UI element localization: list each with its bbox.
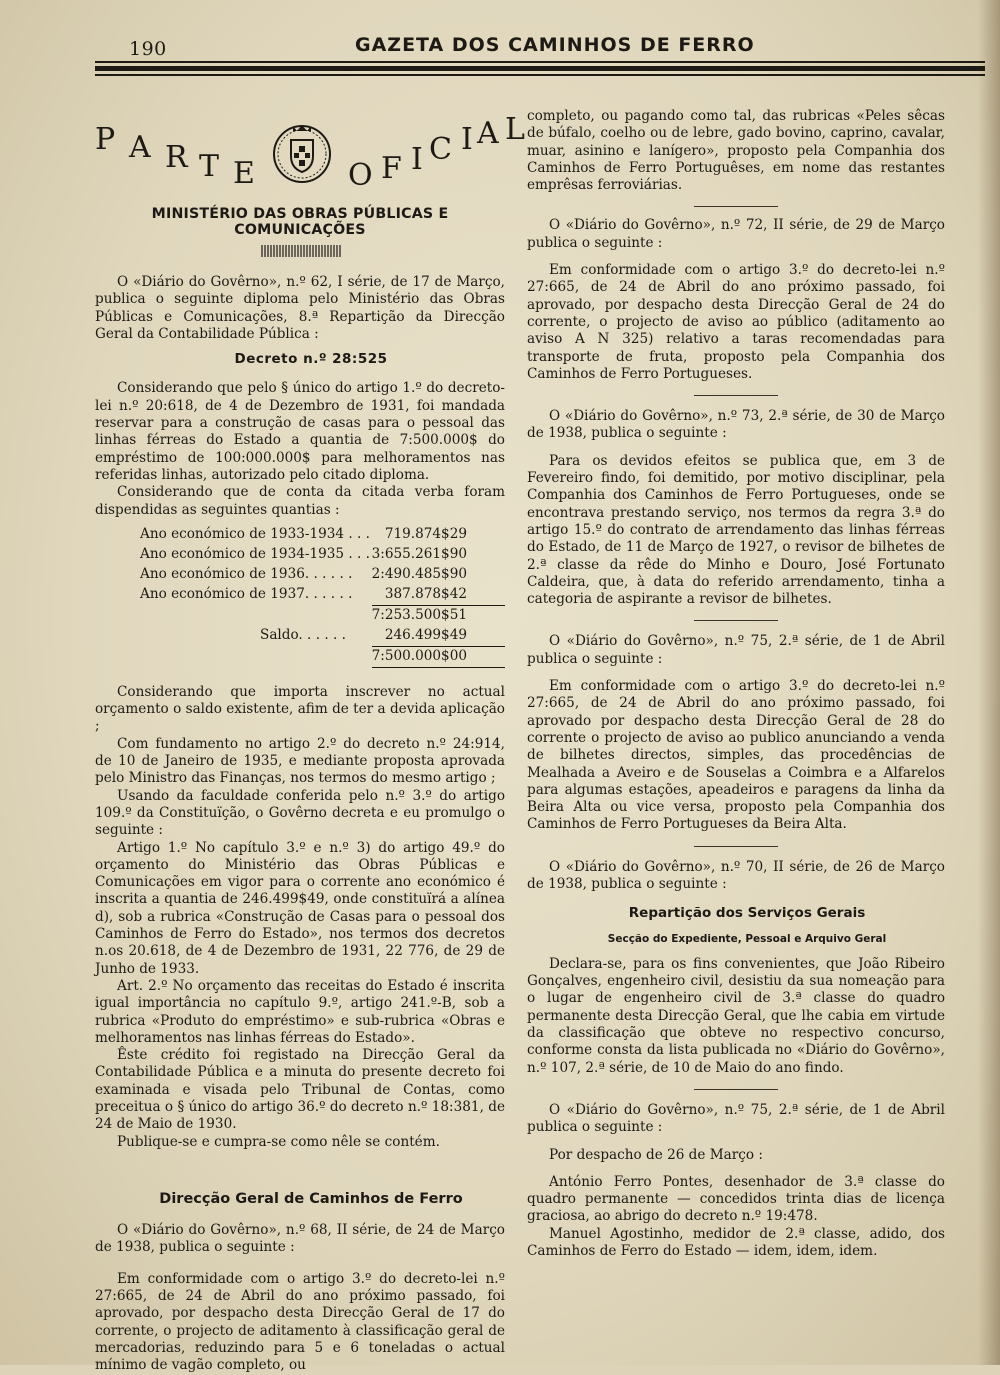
paragraph: Por despacho de 26 de Março : <box>549 1146 763 1163</box>
left-column <box>95 274 505 1375</box>
subsection-title: Secção do Expediente, Pessoal e Arquivo Geral <box>607 932 887 945</box>
right-column <box>527 108 945 1260</box>
subtotal-value: 7:253.500$51 <box>372 605 505 626</box>
paragraph: O «Diário do Govêrno», n.º 72, II série, de 29 de Março publica o seguinte : <box>527 217 945 251</box>
paragraph: Artigo 1.º No capítulo 3.º e n.º 3) do artigo 49.º do orçamento do Ministério das Obras Públicas e Comunicações em vigor para o corrente ano económico é inscrita a quantia de 246.499$49, onde constituïrá a alínea d), sob a rubrica «Construção de Casas para o pessoal dos Caminhos de Ferro do Estado», nos termos dos decretos n.os 20.618, de 4 de Dezembro de 1931, 22 776, de 29 de Junho de 1933. <box>95 839 505 977</box>
paragraph: O «Diário do Govêrno», n.º 75, 2.ª série, de 1 de Abril publica o seguinte : <box>527 633 945 667</box>
saldo-label: Saldo. . . . . . <box>260 627 346 644</box>
paragraph: Art. 2.º No orçamento das receitas do Estado é inscrita igual importância no capítulo 9.º, artigo 241.º-B, sob a rubrica «Produto do empréstimo» e sub-rubrica «Obras e melhoramentos nas linhas férreas do Estado». <box>95 977 505 1046</box>
paragraph: Considerando que importa inscrever no actual orçamento o saldo existente, afim de ter a devida aplicação ; <box>95 683 505 735</box>
paragraph: Considerando que de conta da citada verba foram dispendidas as seguintes quantias : <box>95 484 505 518</box>
page-number: 190 <box>129 38 167 60</box>
paragraph: Para os devidos efeitos se publica que, em 3 de Fevereiro findo, foi demitido, por motivo disciplinar, pela Companhia dos Caminhos de Ferro Portugueses, onde se encontrava prestando serviço, nos termos da regra 3.ª do artigo 15.º do contrato de arrendamento das linhas férreas do Estado, de 11 de Março de 1927, o revisor de bilhetes de 2.ª classe da rêde do Minho e Douro, José Fortunato Caldeira, que, à data do referido arrendamento, tinha a categoria de aspirante a revisor de bilhetes. <box>527 452 945 608</box>
subtotal-row <box>95 605 505 626</box>
ministry-heading: MINISTÉRIO DAS OBRAS PÚBLICAS E COMUNICAÇÕES <box>151 206 449 238</box>
paragraph: Em conformidade com o artigo 3.º do decreto-lei n.º 27:665, de 24 de Abril do ano próximo passado, foi aprovado, por despacho desta Direcção Geral de 24 do corrente, o projecto de aviso ao público (aditamento ao aviso A N 325) relativo a taras recomendadas para transporte de fruta, proposto pela Companhia dos Caminhos de Ferro Portugueses. <box>527 262 945 382</box>
header-rule-thick <box>95 66 985 71</box>
paragraph: completo, ou pagando como tal, das rubricas «Peles sêcas de búfalo, coelho ou de lebre, gado bovino, caprino, cavalar, muar, asinino e lanígero», proposto pela Companhia dos Caminhos de Ferro Portuguêses, em nome das restantes emprêsas ferroviárias. <box>527 108 945 194</box>
paragraph: Em conformidade com o artigo 3.º do decreto-lei n.º 27:665, de 24 de Abril do ano próximo passado, foi aprovado, por despacho desta Direcção Geral de 17 do corrente, o projecto de aditamento à classificação geral de mercadorias, reduzindo para 5 e 6 toneladas o actual mínimo de vagão completo, ou <box>95 1270 505 1374</box>
paragraph: Com fundamento no artigo 2.º do decreto n.º 24:914, de 10 de Janeiro de 1935, e mediante proposta aprovada pelo Ministro das Finanças, nos termos do mesmo artigo ; <box>95 735 505 787</box>
paragraph: Em conformidade com o artigo 3.º do decreto-lei n.º 27:665, de 24 de Abril do ano próximo passado, foi aprovado por despacho desta Direcção Geral de 28 do corrente o projecto de aviso ao publico anunciando a venda de bilhetes directos, simples, das procedências de Mealhada a Aveiro e de Souselas a Coimbra e a Alfarelos para algumas estações, apeadeiros e paragens da linha da Beira Alta ou vice versa, proposto pela Companhia dos Caminhos de Ferro Portugueses da Beira Alta. <box>527 678 945 833</box>
decree-title: Decreto n.º 28:525 <box>234 351 388 368</box>
page-spine-shadow <box>978 0 1000 1365</box>
total-value: 7:500.000$00 <box>372 646 505 667</box>
journal-title: GAZETA DOS CAMINHOS DE FERRO <box>355 34 755 56</box>
table-row: Ano económico de 1937. . . . . . 387.878$42 <box>140 586 467 603</box>
ornament-divider-icon <box>260 243 342 259</box>
paragraph: Declara-se, para os fins convenientes, que João Ribeiro Gonçalves, engenheiro civil, desistiu da sua nomeação para o lugar de engenheiro civil de 3.ª classe do quadro permanente desta Direcção Geral, que lhe cabia em virtude da classificação que obteve no respectivo concurso, conforme consta da lista publicada no «Diário do Govêrno», n.º 107, 2.ª série, de 10 de Maio do ano findo. <box>527 955 945 1076</box>
intro-paragraph: O «Diário do Govêrno», n.º 62, I série, de 17 de Março, publica o seguinte diploma pelo Ministério das Obras Públicas e Comunicações, 8.ª Repartição da Direcção Geral da Contabilidade Pública : <box>95 274 505 342</box>
paragraph: Publique-se e cumpra-se como nêle se contém. <box>117 1133 440 1150</box>
coat-of-arms-icon <box>271 120 333 190</box>
paragraph: O «Diário do Govêrno», n.º 73, 2.ª série, de 30 de Março de 1938, publica o seguinte : <box>527 408 945 442</box>
header-rule-bottom <box>95 74 985 76</box>
saldo-row <box>95 626 505 647</box>
paragraph: António Ferro Pontes, desenhador de 3.ª classe do quadro permanente — concedidos trinta dias de licença graciosa, ao abrigo do decreto n.º 19:478. <box>527 1173 945 1225</box>
total-row <box>95 646 505 667</box>
table-row: Ano económico de 1936. . . . . . 2:490.485$90 <box>140 566 467 583</box>
saldo-value: 246.499$49 <box>384 627 467 644</box>
table-row: Ano económico de 1933-1934 . . . 719.874$29 <box>140 526 467 543</box>
paragraph: Manuel Agostinho, medidor de 2.ª classe, adido, dos Caminhos de Ferro do Estado — idem, idem, idem. <box>527 1225 945 1260</box>
paragraph: O «Diário do Govêrno», n.º 75, 2.ª série, de 1 de Abril publica o seguinte : <box>527 1101 945 1136</box>
paragraph: Usando da faculdade conferida pelo n.º 3.º do artigo 109.º da Constituïção, o Govêrno decreta e eu promulgo o seguinte : <box>95 787 505 839</box>
paragraph: Êste crédito foi registado na Direcção Geral da Contabilidade Pública e a minuta do presente decreto foi examinada e visada pelo Tribunal de Contas, como preceitua o § único do artigo 36.º do decreto n.º 18:381, de 24 de Maio de 1930. <box>95 1047 505 1133</box>
section-title: Direcção Geral de Caminhos de Ferro <box>159 1190 463 1207</box>
paragraph: O «Diário do Govêrno», n.º 68, II série, de 24 de Março de 1938, publica o seguinte : <box>95 1222 505 1256</box>
header-rule-top <box>95 61 985 63</box>
masthead: P A R T E O F I C I A L <box>95 112 525 193</box>
expenditure-table <box>95 525 505 668</box>
paragraph: O «Diário do Govêrno», n.º 70, II série, de 26 de Março de 1938, publica o seguinte : <box>527 858 945 892</box>
paragraph: Considerando que pelo § único do artigo 1.º do decreto-lei n.º 20:618, de 4 de Dezembro de 1931, foi mandada reservar para a construção de casas para o pessoal das linhas férreas do Estado a quantia de 7:500.000$ do empréstimo de 100:000.000$ para melhoramentos nas referidas linhas, autorizado pelo citado diploma. <box>95 380 505 483</box>
table-row: Ano económico de 1934-1935 . . . 3:655.261$90 <box>140 546 467 563</box>
section-title: Repartição dos Serviços Gerais <box>628 905 866 922</box>
